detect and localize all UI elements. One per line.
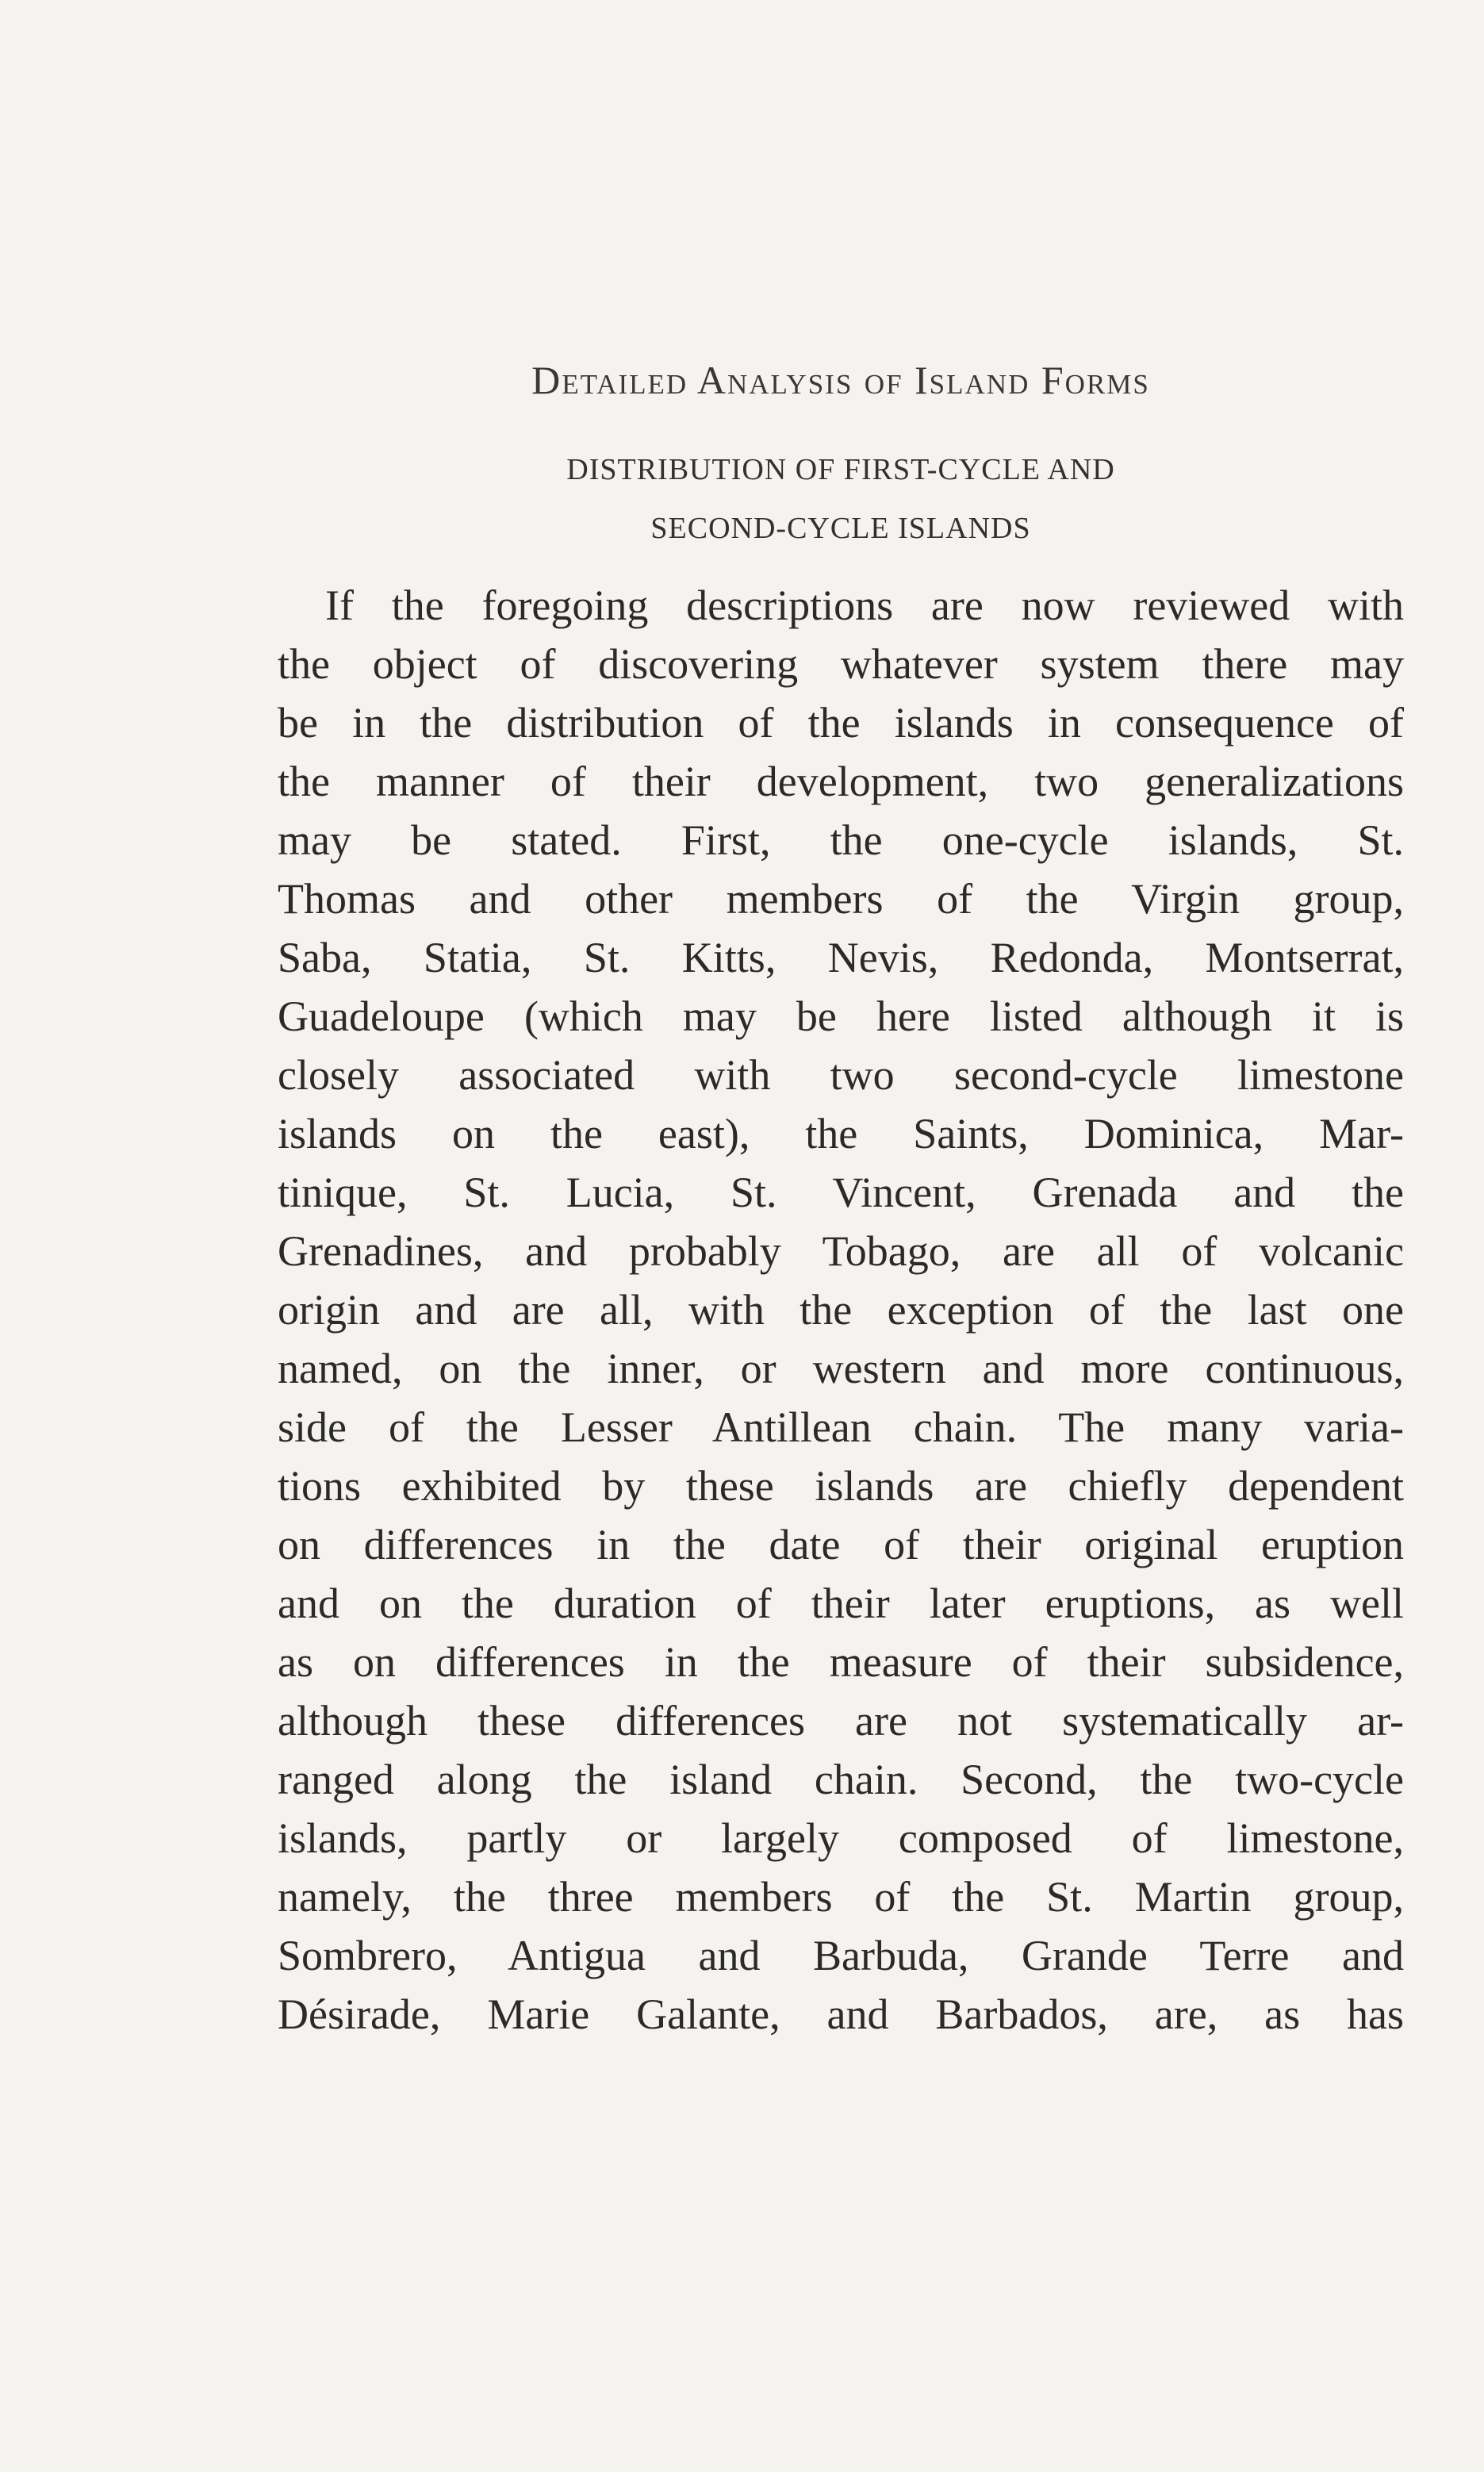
text-line: If the foregoing descriptions are now reviewed with [325,582,1404,629]
text-line: islands, partly or largely composed of limestone, [278,1814,1404,1862]
text-line: Thomas and other members of the Virgin group, [278,875,1404,923]
section-subheading-line-1: DISTRIBUTION OF FIRST-CYCLE AND [566,453,1115,486]
text-line: Désirade, Marie Galante, and Barbados, are, as has [278,1990,1404,2038]
text-line: ranged along the island chain. Second, the two-cycle [278,1756,1404,1803]
text-line: tions exhibited by these islands are chiefly dependent [278,1462,1404,1510]
text-line: although these differences are not systematically ar- [278,1697,1404,1745]
section-subheading-line-2: SECOND-CYCLE ISLANDS [650,512,1031,545]
body-paragraph [278,576,1404,2044]
text-line: and on the duration of their later eruptions, as well [278,1580,1404,1627]
text-line: as on differences in the measure of their subsidence, [278,1638,1404,1686]
text-line: islands on the east), the Saints, Dominica, Mar- [278,1110,1404,1157]
text-line: the object of discovering whatever system there may [278,640,1404,688]
text-line: namely, the three members of the St. Martin group, [278,1873,1404,1921]
text-line: named, on the inner, or western and more continuous, [278,1345,1404,1392]
text-line: tinique, St. Lucia, St. Vincent, Grenada and the [278,1169,1404,1216]
page-heading: Detailed Analysis of Island Forms [531,358,1150,402]
text-line: Guadeloupe (which may be here listed although it is [278,992,1404,1040]
text-line: the manner of their development, two generalizations [278,758,1404,805]
text-line: be in the distribution of the islands in consequence of [278,699,1404,747]
text-line: closely associated with two second-cycle limestone [278,1051,1404,1099]
text-line: origin and are all, with the exception of the last one [278,1286,1404,1334]
text-line: Grenadines, and probably Tobago, are all of volcanic [278,1227,1404,1275]
text-line: Sombrero, Antigua and Barbuda, Grande Terre and [278,1932,1404,1979]
text-line: Saba, Statia, St. Kitts, Nevis, Redonda, Montserrat, [278,934,1404,981]
text-line: on differences in the date of their original eruption [278,1521,1404,1568]
text-line: may be stated. First, the one-cycle islands, St. [278,816,1404,864]
text-line: side of the Lesser Antillean chain. The many varia- [278,1403,1404,1451]
